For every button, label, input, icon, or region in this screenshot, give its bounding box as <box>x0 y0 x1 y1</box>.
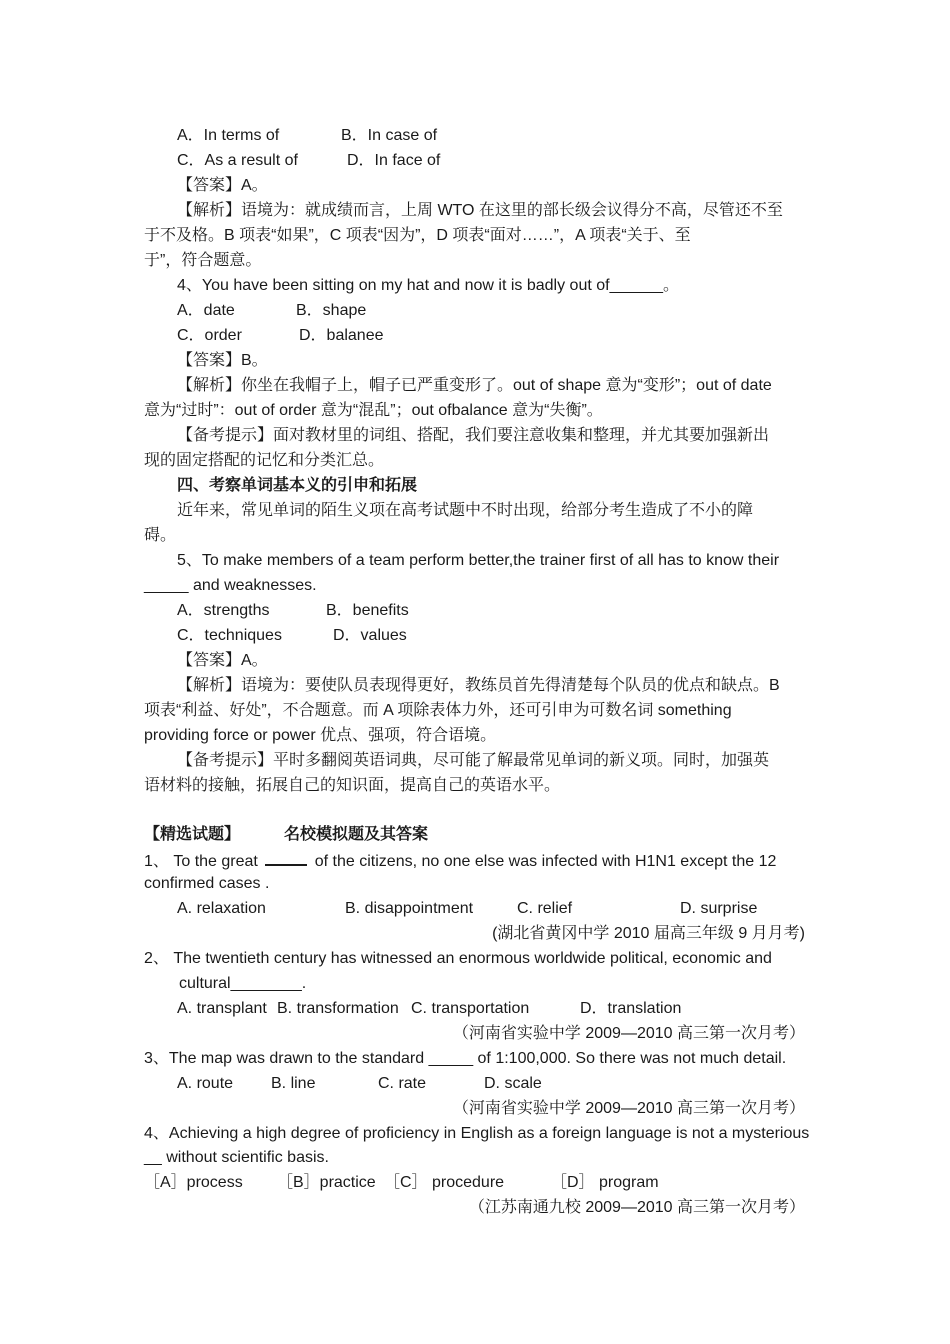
e1-option: A. relaxation <box>177 900 266 917</box>
selected-heading-label: 【精选试题】 <box>144 826 241 843</box>
e3-source: （河南省实验中学 2009—2010 高三第一次月考） <box>452 1100 805 1117</box>
q3-analysis-line: 【解析】语境为：就成绩而言，上周 WTO 在这里的部长级会议得分不高，尽管还不至 <box>177 202 783 219</box>
e3-stem: 3、The map was drawn to the standard _____ of 1:100,000. So there was not much detail. <box>144 1050 787 1067</box>
q5-stem: 5、To make members of a team perform better,the trainer first of all has to know their <box>177 552 780 569</box>
q4-option-c: C．order <box>177 327 242 344</box>
e1-stem: confirmed cases . <box>144 875 270 892</box>
e3-option: D. scale <box>484 1075 542 1092</box>
e4-source: （江苏南通九校 2009—2010 高三第一次月考） <box>468 1199 805 1216</box>
e2-option: D．translation <box>580 1000 682 1017</box>
e4-option: ［C］ procedure <box>384 1174 505 1191</box>
e2-option: A. transplant <box>177 1000 267 1017</box>
e3-option: B. line <box>271 1075 316 1092</box>
q3-analysis-line: 于不及格。B 项表“如果”，C 项表“因为”，D 项表“面对……”，A 项表“关于、至 <box>144 227 691 244</box>
q5-tip-line: 语材料的接触，拓展自己的知识面，提高自己的英语水平。 <box>144 777 561 794</box>
q3-answer: 【答案】A。 <box>177 177 268 194</box>
e1-stem-start: 1、 To the great <box>144 853 258 870</box>
selected-heading-title: 名校模拟题及其答案 <box>284 826 429 843</box>
q4-option-a: A．date <box>177 302 235 319</box>
e4-stem: __ without scientific basis. <box>144 1149 329 1166</box>
e2-source: （河南省实验中学 2009—2010 高三第一次月考） <box>452 1025 805 1042</box>
q3-option-a: A．In terms of <box>177 127 280 144</box>
e1-stem-end: of the citizens, no one else was infected with H1N1 except the 12 <box>314 853 777 870</box>
e1-option: C. relief <box>517 900 573 917</box>
q4-analysis-line: 【解析】你坐在我帽子上，帽子已严重变形了。out of shape 意为“变形”；out of date <box>177 377 772 394</box>
e4-option: ［B］practice <box>277 1174 376 1191</box>
e2-stem: 2、 The twentieth century has witnessed an enormous worldwide political, economic and <box>144 950 772 967</box>
section-intro-line: 碍。 <box>144 527 177 544</box>
e2-option: B. transformation <box>277 1000 399 1017</box>
e1-source: (湖北省黄冈中学 2010 届高三年级 9 月月考) <box>492 925 805 942</box>
q3-option-d: D．In face of <box>347 152 441 169</box>
q3-option-row <box>177 126 279 146</box>
q4-tip-line: 现的固定搭配的记忆和分类汇总。 <box>144 452 385 469</box>
q5-option-a: A．strengths <box>177 602 270 619</box>
q3-analysis-line: 于”，符合题意。 <box>144 252 262 269</box>
q3-option-c: C．As a result of <box>177 152 298 169</box>
e4-option: ［D］ program <box>551 1174 659 1191</box>
q5-answer: 【答案】A。 <box>177 652 268 669</box>
e3-option: C. rate <box>378 1075 427 1092</box>
q5-analysis-line: providing force or power 优点、强项，符合语境。 <box>144 727 497 744</box>
q4-option-b: B．shape <box>296 302 367 319</box>
q4-answer: 【答案】B。 <box>177 352 268 369</box>
q5-tip-line: 【备考提示】平时多翻阅英语词典，尽可能了解最常见单词的新义项。同时，加强英 <box>177 752 770 769</box>
section-intro-line: 近年来，常见单词的陌生义项在高考试题中不时出现，给部分考生造成了不小的障 <box>177 502 754 519</box>
e4-stem: 4、Achieving a high degree of proficiency in English as a foreign language is not a mysterious <box>144 1125 810 1142</box>
e3-option: A. route <box>177 1075 234 1092</box>
e4-option: ［A］process <box>144 1174 243 1191</box>
e2-stem: cultural________. <box>179 975 307 992</box>
e1-stem <box>144 850 776 872</box>
e1-option: B. disappointment <box>345 900 474 917</box>
q5-analysis-line: 【解析】语境为：要使队员表现得更好，教练员首先得清楚每个队员的优点和缺点。B <box>177 677 780 694</box>
e1-option: D. surprise <box>680 900 758 917</box>
q5-option-b: B．benefits <box>326 602 409 619</box>
q5-analysis-line: 项表“利益、好处”，不合题意。而 A 项除表体力外，还可引申为可数名词 something <box>144 702 732 719</box>
q3-option-b: B．In case of <box>341 127 438 144</box>
e1-blank <box>265 850 307 866</box>
q4-tip-line: 【备考提示】面对教材里的词组、搭配，我们要注意收集和整理，并尤其要加强新出 <box>177 427 770 444</box>
q5-stem: _____ and weaknesses. <box>144 577 317 594</box>
e2-option: C. transportation <box>411 1000 530 1017</box>
section-heading: 四、考察单词基本义的引申和拓展 <box>177 477 418 494</box>
q5-option-d: D．values <box>333 627 407 644</box>
q4-analysis-line: 意为“过时”：out of order 意为“混乱”；out ofbalance 意为“失衡”。 <box>144 402 603 419</box>
q5-option-c: C．techniques <box>177 627 282 644</box>
q4-stem: 4、You have been sitting on my hat and now it is badly out of______。 <box>177 277 679 294</box>
q4-option-d: D．balanee <box>299 327 384 344</box>
